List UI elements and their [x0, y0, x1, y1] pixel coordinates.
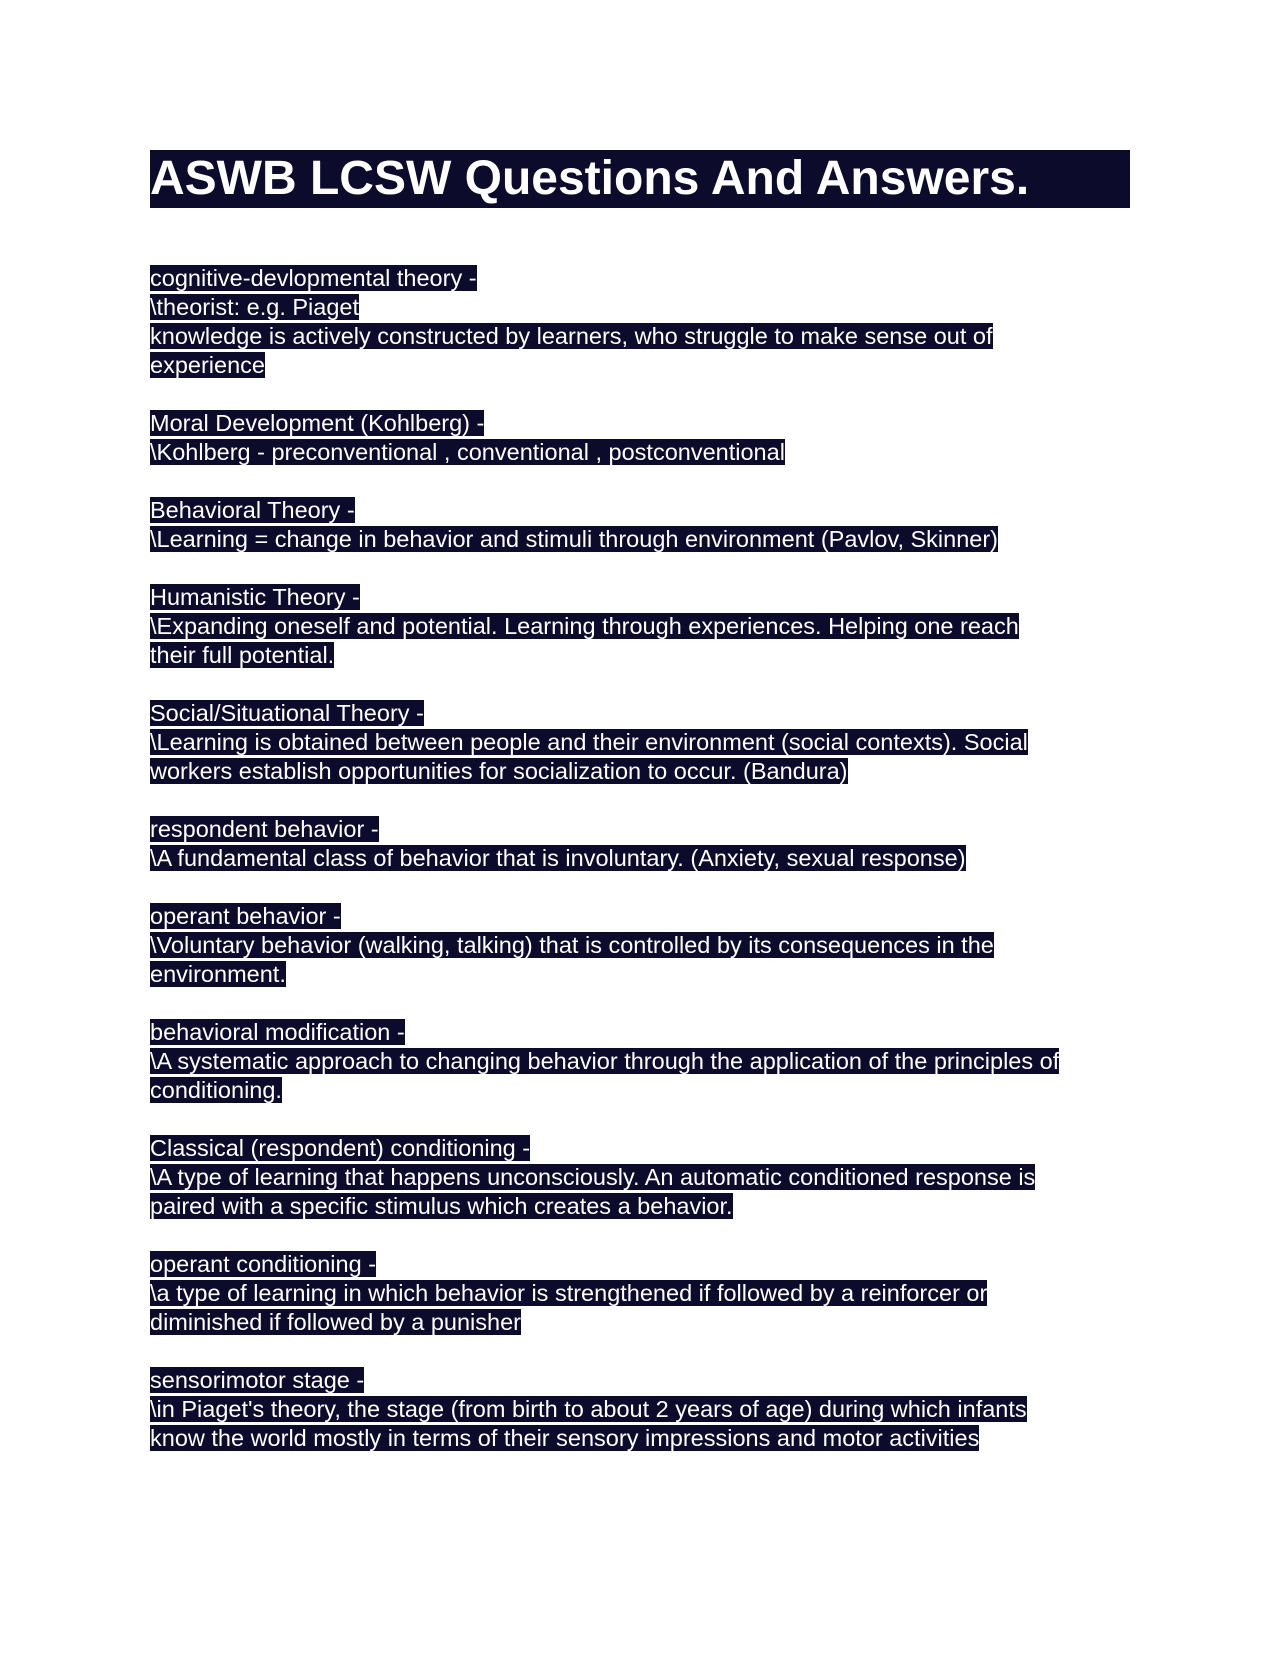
- entry-definition: \A type of learning that happens unconsciously. An automatic conditioned response is paired with a specific stimulus which creates a behavior.: [150, 1164, 1036, 1219]
- entry-term: respondent behavior -: [150, 816, 379, 842]
- entry-definition: \a type of learning in which behavior is strengthened if followed by a reinforcer or diminished if followed by a punisher: [150, 1280, 988, 1335]
- entry-term: Classical (respondent) conditioning -: [150, 1135, 531, 1161]
- entry-term: behavioral modification -: [150, 1019, 405, 1045]
- entry-definition-line: \theorist: e.g. Piaget: [150, 294, 360, 320]
- entry-term: sensorimotor stage -: [150, 1367, 365, 1393]
- list-item: [150, 1366, 1130, 1453]
- page-title: ASWB LCSW Questions And Answers.: [150, 150, 1130, 208]
- list-item: [150, 409, 1130, 467]
- entry-term: Behavioral Theory -: [150, 497, 355, 523]
- entry-definition-line: knowledge is actively constructed by learners, who struggle to make sense out of experience: [150, 323, 993, 378]
- entry-term: operant conditioning -: [150, 1251, 377, 1277]
- entry-term: Humanistic Theory -: [150, 584, 360, 610]
- list-item: [150, 815, 1130, 873]
- entry-term: Social/Situational Theory -: [150, 700, 424, 726]
- list-item: [150, 1018, 1130, 1105]
- entry-definition: \A fundamental class of behavior that is involuntary. (Anxiety, sexual response): [150, 845, 966, 871]
- list-item: [150, 264, 1130, 380]
- entry-term: operant behavior -: [150, 903, 341, 929]
- flashcard-list: [150, 264, 1130, 1453]
- list-item: [150, 1250, 1130, 1337]
- entry-definition: \Learning is obtained between people and their environment (social contexts). Social workers establish opportunities for socialization to occur. (Bandura): [150, 729, 1028, 784]
- document-page: [150, 150, 1130, 1482]
- list-item: [150, 496, 1130, 554]
- list-item: [150, 699, 1130, 786]
- entry-definition: \Learning = change in behavior and stimuli through environment (Pavlov, Skinner): [150, 526, 999, 552]
- entry-definition: \A systematic approach to changing behavior through the application of the principles of conditioning.: [150, 1048, 1060, 1103]
- entry-definition: \in Piaget's theory, the stage (from birth to about 2 years of age) during which infants know the world mostly in terms of their sensory impressions and motor activities: [150, 1396, 1027, 1451]
- entry-definition: \Kohlberg - preconventional , conventional , postconventional: [150, 439, 785, 465]
- entry-definition: \Expanding oneself and potential. Learning through experiences. Helping one reach their full potential.: [150, 613, 1019, 668]
- entry-term: cognitive-devlopmental theory -: [150, 265, 477, 291]
- list-item: [150, 583, 1130, 670]
- entry-definition: \Voluntary behavior (walking, talking) that is controlled by its consequences in the environment.: [150, 932, 994, 987]
- list-item: [150, 902, 1130, 989]
- list-item: [150, 1134, 1130, 1221]
- entry-term: Moral Development (Kohlberg) -: [150, 410, 485, 436]
